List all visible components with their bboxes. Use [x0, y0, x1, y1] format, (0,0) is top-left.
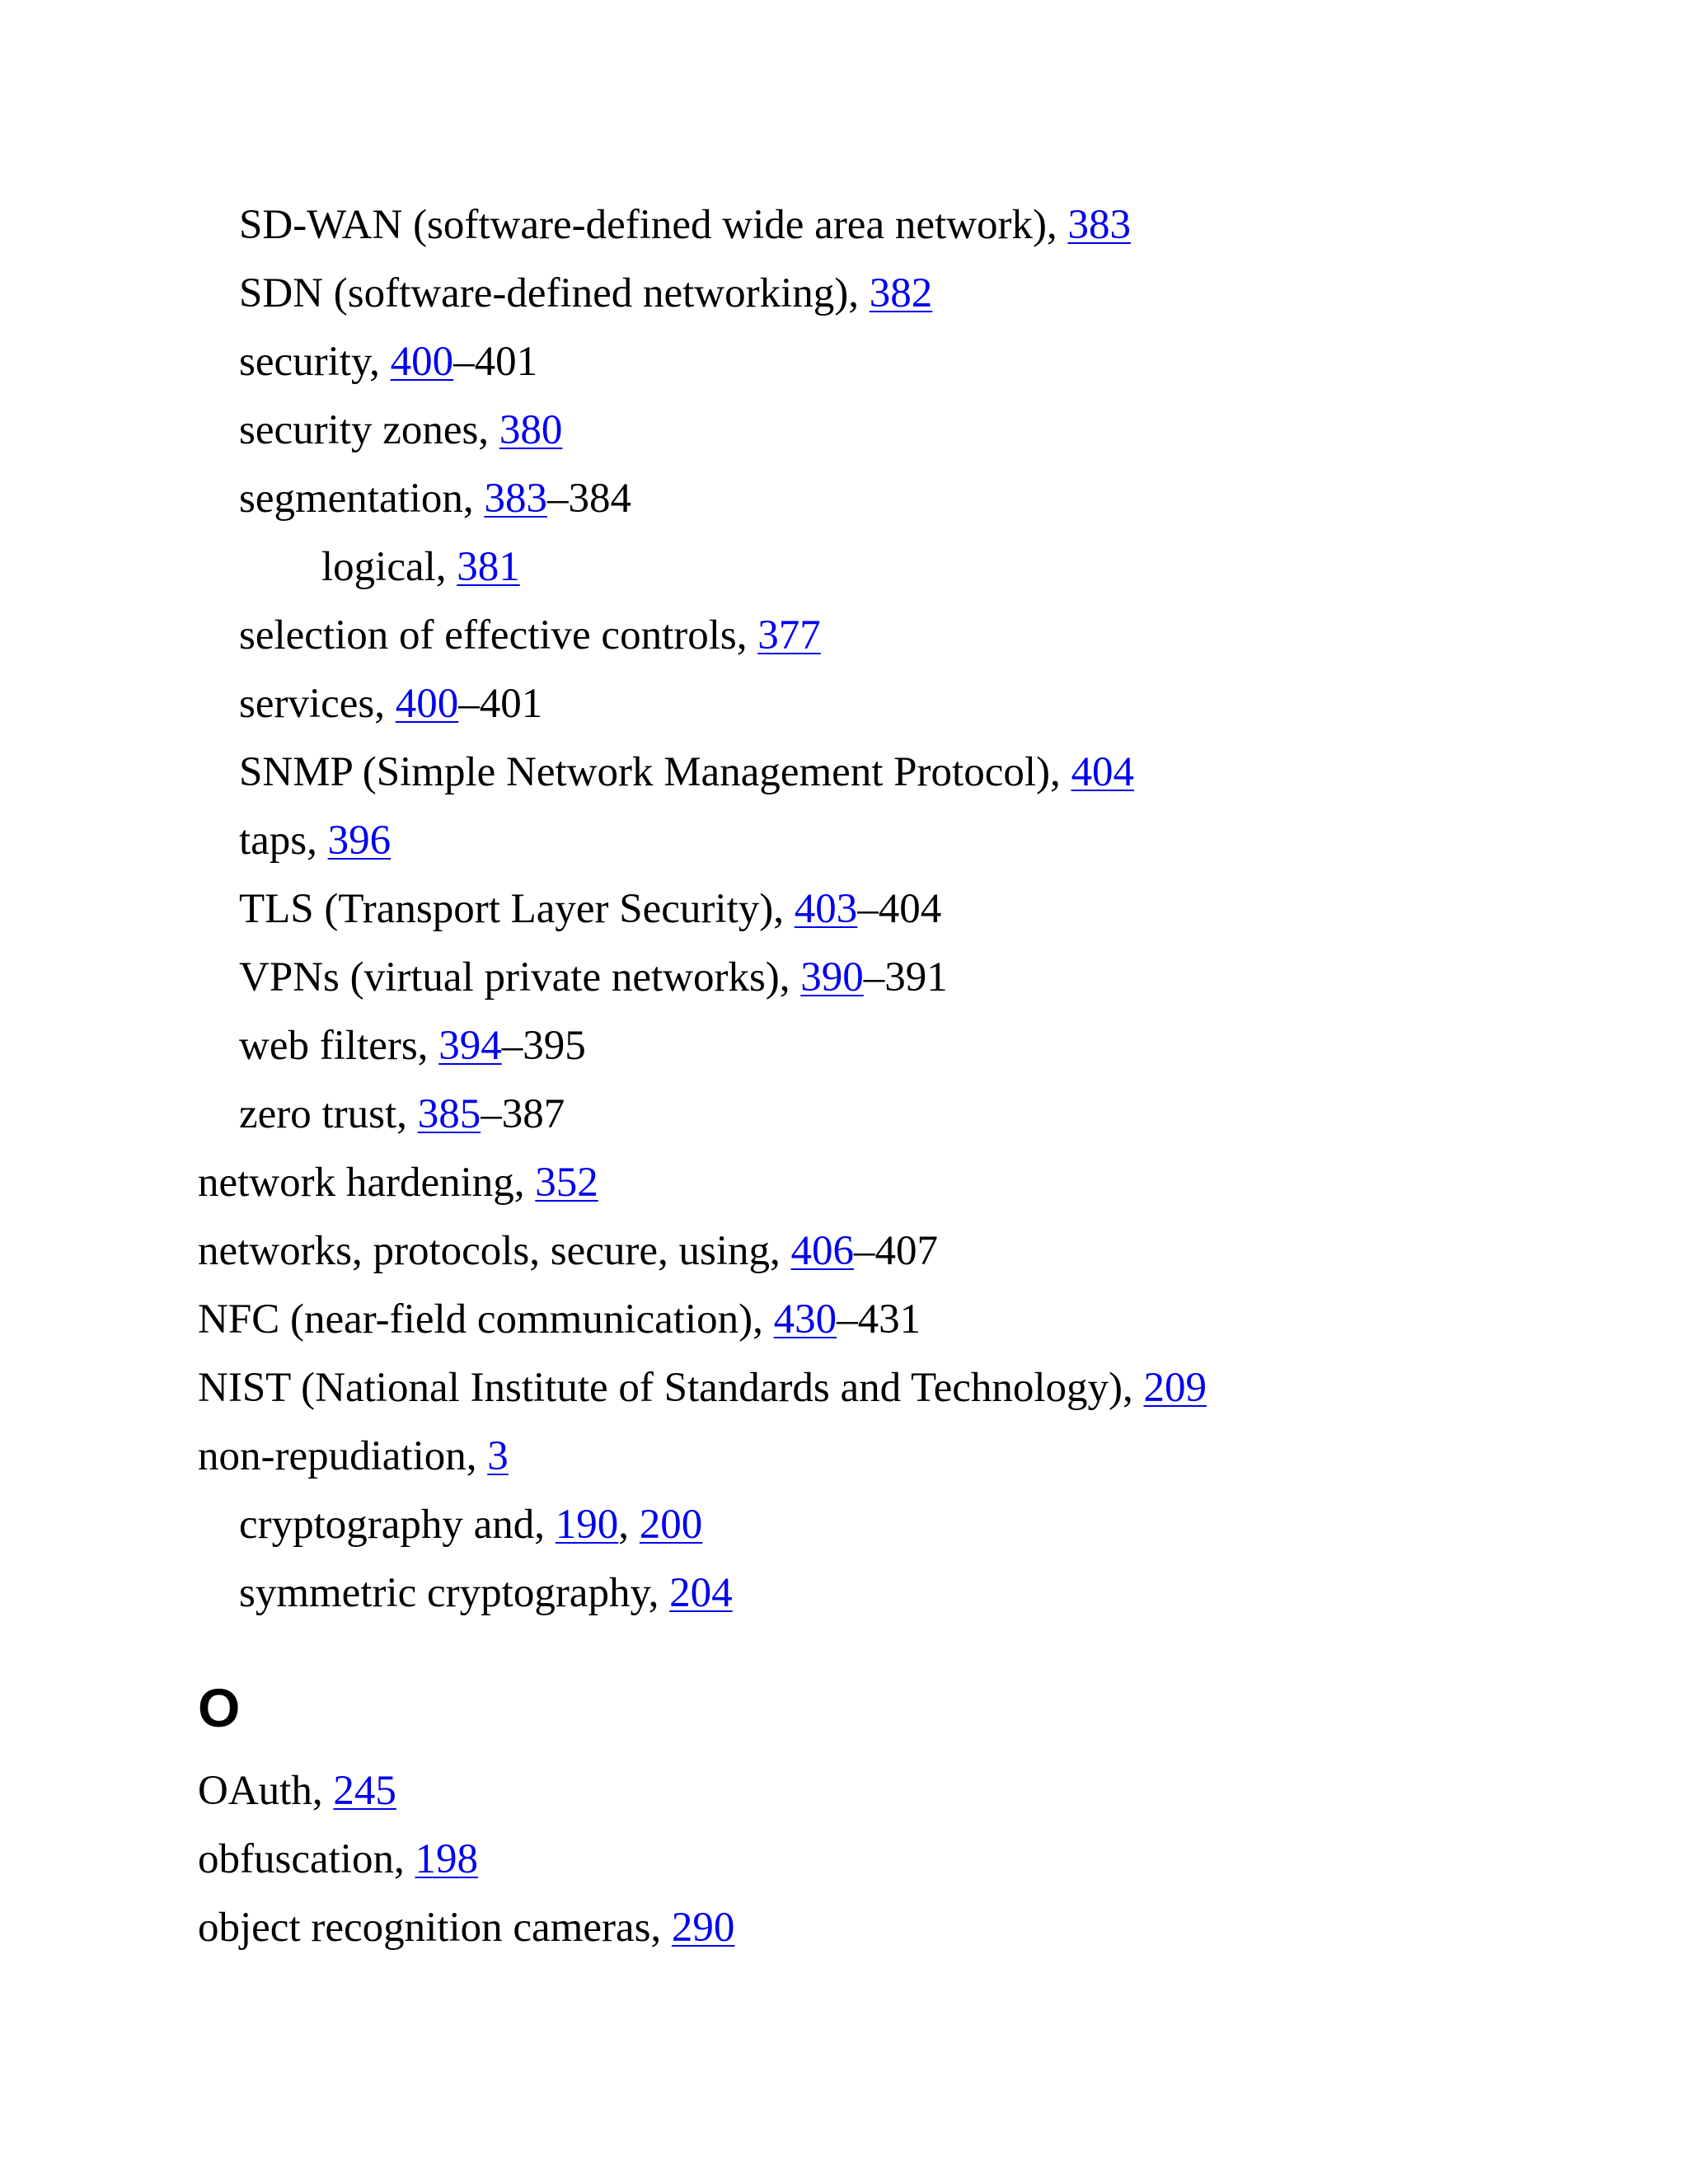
index-term: NIST (National Institute of Standards and Technology),	[198, 1365, 1144, 1411]
page-number-link[interactable]: 430	[773, 1296, 837, 1343]
index-term: SDN (software-defined networking),	[239, 270, 870, 316]
page-range-text: –401	[458, 681, 543, 727]
page-range-text: –401	[453, 339, 538, 385]
section-letter-heading: O	[198, 1677, 241, 1738]
page-number-link[interactable]: 190	[555, 1502, 619, 1548]
index-term: TLS (Transport Layer Security),	[239, 886, 795, 932]
page-number-link[interactable]: 406	[790, 1228, 855, 1274]
index-term: network hardening,	[198, 1160, 536, 1206]
index-entry	[198, 328, 1599, 396]
page-number-link[interactable]: 381	[457, 544, 520, 590]
index-term: NFC (near-field communication),	[198, 1296, 774, 1343]
index-entry	[198, 738, 1599, 807]
index-entry	[198, 875, 1599, 944]
index-entry	[198, 807, 1599, 875]
page-number-link[interactable]: 3	[487, 1433, 509, 1479]
index-entry	[198, 1080, 1599, 1149]
page-number-link[interactable]: 352	[535, 1160, 598, 1206]
index-term: obfuscation,	[198, 1836, 415, 1882]
page-number-link[interactable]: 377	[757, 612, 821, 658]
page-number-link[interactable]: 245	[333, 1768, 396, 1814]
index-entry	[198, 1757, 1599, 1825]
page-range-text: –395	[501, 1023, 586, 1069]
page-number-link[interactable]: 204	[669, 1570, 733, 1616]
index-entry	[198, 1491, 1599, 1559]
index-term: logical,	[321, 544, 457, 590]
page-range-text: –404	[857, 886, 942, 932]
index-entry	[198, 1894, 1599, 1962]
page-range-text: –384	[546, 476, 631, 522]
page-number-link[interactable]: 383	[484, 476, 547, 522]
page-number-link[interactable]: 290	[671, 1905, 735, 1951]
index-term: security zones,	[239, 407, 499, 453]
page-number-link[interactable]: 400	[390, 339, 454, 385]
index-term: security,	[239, 339, 391, 385]
page-number-link[interactable]: 382	[869, 270, 933, 316]
index-entry	[198, 533, 1599, 602]
page-number-link[interactable]: 385	[417, 1091, 481, 1137]
index-entry	[198, 602, 1599, 670]
index-term: SNMP (Simple Network Management Protocol),	[239, 749, 1071, 795]
index-entry	[198, 944, 1599, 1012]
index-entry	[198, 1149, 1599, 1217]
page-number-link[interactable]: 380	[499, 407, 563, 453]
index-term: services,	[239, 681, 396, 727]
page-number-link[interactable]: 383	[1067, 202, 1131, 248]
page-number-link[interactable]: 390	[800, 954, 864, 1001]
page-number-link[interactable]: 394	[438, 1023, 502, 1069]
index-entry	[198, 191, 1599, 260]
page-range-text: ,	[618, 1502, 640, 1548]
index-entry	[198, 1012, 1599, 1080]
index-entry	[198, 260, 1599, 328]
index-term: OAuth,	[198, 1768, 334, 1814]
index-term: non-repudiation,	[198, 1433, 488, 1479]
index-term: taps,	[239, 818, 328, 864]
index-entry	[198, 1354, 1599, 1422]
page-number-link[interactable]: 404	[1071, 749, 1134, 795]
page-range-text: –407	[854, 1228, 939, 1274]
index-term: selection of effective controls,	[239, 612, 758, 658]
index-term: zero trust,	[239, 1091, 418, 1137]
page-number-link[interactable]: 209	[1143, 1365, 1207, 1411]
page-range-text: –391	[863, 954, 948, 1001]
index-entries	[198, 191, 1599, 1962]
index-term: networks, protocols, secure, using,	[198, 1228, 791, 1274]
index-entry	[198, 1559, 1599, 1628]
index-entry	[198, 670, 1599, 738]
index-term: object recognition cameras,	[198, 1905, 672, 1951]
index-term: VPNs (virtual private networks),	[239, 954, 801, 1001]
index-term: web filters,	[239, 1023, 439, 1069]
index-term: cryptography and,	[239, 1502, 556, 1548]
index-term: symmetric cryptography,	[239, 1570, 670, 1616]
page-number-link[interactable]: 400	[395, 681, 459, 727]
page-number-link[interactable]: 198	[415, 1836, 478, 1882]
index-entry	[198, 1825, 1599, 1894]
page-range-text: –431	[837, 1296, 921, 1343]
index-entry	[198, 396, 1599, 465]
index-term: SD-WAN (software-defined wide area network),	[239, 202, 1068, 248]
index-entry	[198, 465, 1599, 533]
page-number-link[interactable]: 403	[794, 886, 858, 932]
index-entry	[198, 1217, 1599, 1286]
index-entry	[198, 1422, 1599, 1491]
page-number-link[interactable]: 200	[639, 1502, 703, 1548]
index-entry	[198, 1286, 1599, 1354]
page-range-text: –387	[481, 1091, 565, 1137]
index-term: segmentation,	[239, 476, 485, 522]
page-number-link[interactable]: 396	[327, 818, 392, 864]
